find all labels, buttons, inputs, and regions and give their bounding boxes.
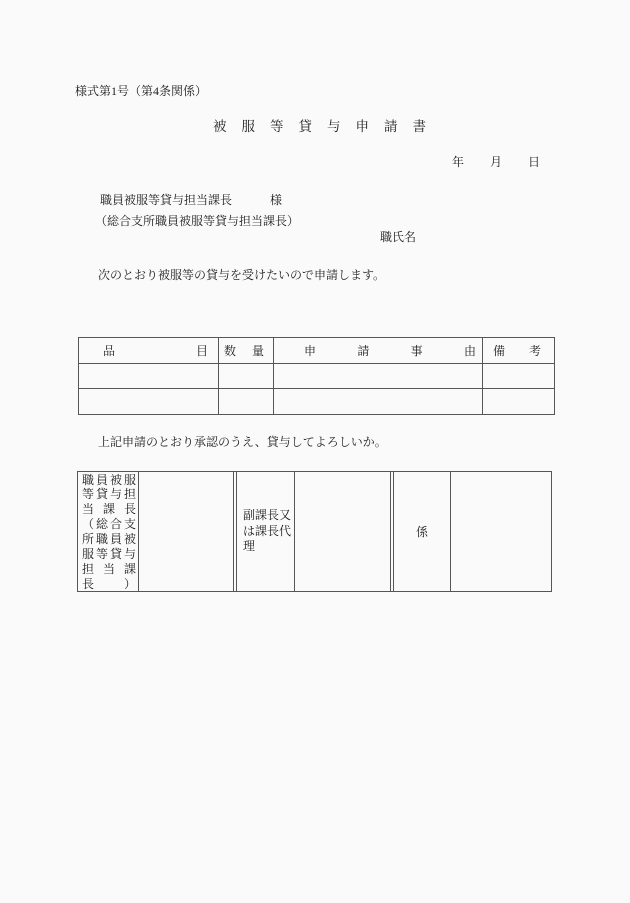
request-table [78,337,555,415]
staff-title-cell: 係 [394,472,451,591]
approver-signature-cell [139,472,237,591]
recipient-line: 職員被服等貸与担当課長 [100,193,233,207]
applicant-name-label: 職氏名 [380,230,417,244]
request-table-cell-quantity-1 [219,364,274,389]
request-table-cell-note-2 [483,389,554,414]
request-table-cell-reason-2 [274,389,483,414]
request-table-header-item: 品 目 [79,338,219,364]
form-number: 様式第1号（第4条関係） [75,84,208,98]
deputy-title-cell: 副課長又は課長代理 [237,472,295,591]
request-table-cell-note-1 [483,364,554,389]
request-table-header-quantity: 数 量 [219,338,274,364]
date-line [452,153,566,170]
application-statement: 次のとおり被服等の貸与を受けたいので申請します。 [98,268,386,282]
request-table-cell-reason-1 [274,364,483,389]
recipient-honorific: 様 [270,193,283,207]
day-label: 日 [528,155,567,169]
recipient-note: （総合支所職員被服等貸与担当課長） [95,214,300,228]
document-title: 被服等貸与申請書 [213,119,441,134]
request-table-header-reason: 申 請 事 由 [274,338,483,364]
approval-question: 上記申請のとおり承認のうえ、貸与してよろしいか。 [98,435,387,449]
request-table-cell-quantity-2 [219,389,274,414]
request-table-cell-item-2 [79,389,219,414]
month-label: 月 [490,155,529,169]
request-table-cell-item-1 [79,364,219,389]
approver-title-cell: 職 員 被 服 等 貸 与 担 当 課 長 （ 総 合 支 所 職 員 被 服 等 貸 与 担 当 課 長 ） [78,472,139,591]
deputy-signature-cell [295,472,394,591]
approval-table [77,471,552,592]
request-table-header-note: 備 考 [483,338,554,364]
staff-signature-cell [451,472,551,591]
year-label: 年 [452,155,491,169]
